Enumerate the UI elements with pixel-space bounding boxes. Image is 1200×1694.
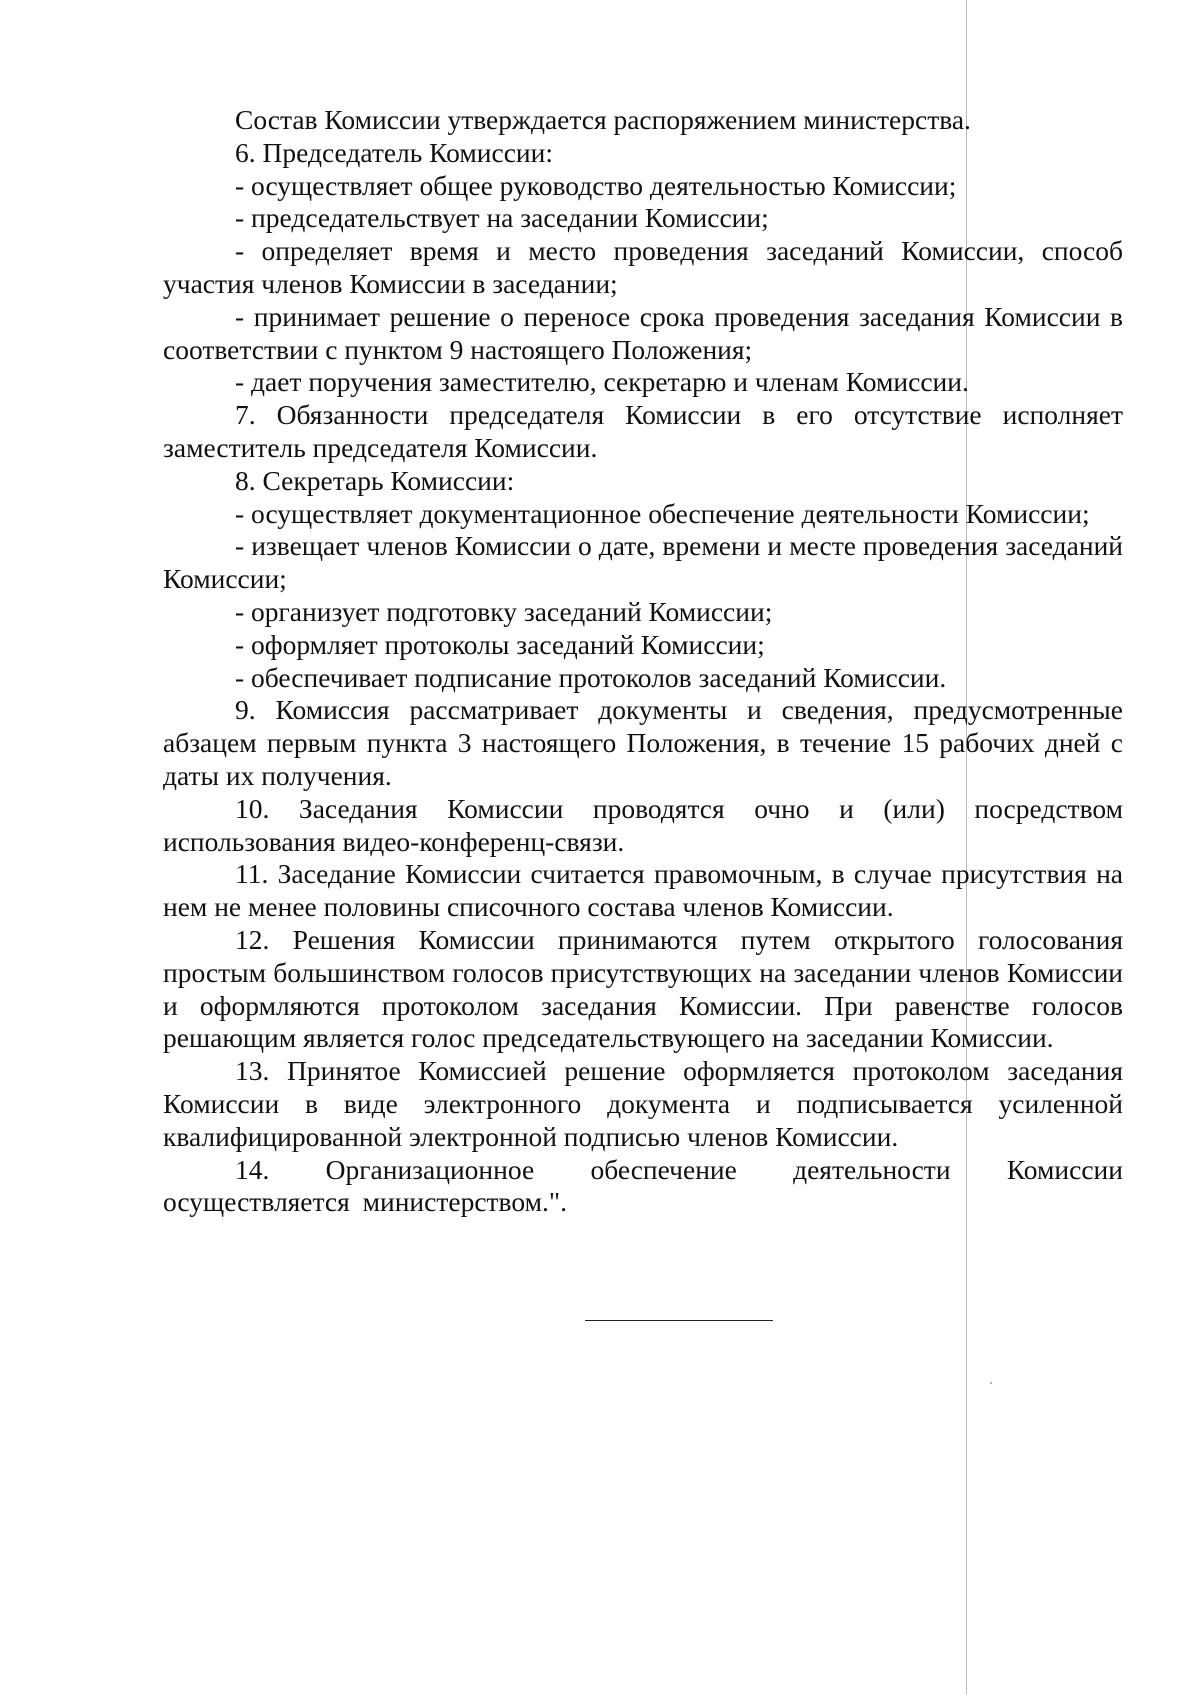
closing-rule <box>585 1320 773 1321</box>
paragraph: - определяет время и место проведения заседаний Комиссии, способ участия членов Комиссии в заседании; <box>163 235 1123 299</box>
paragraph: - организует подготовку заседаний Комиссии; <box>235 595 773 627</box>
paragraph: Состав Комиссии утверждается распоряжением министерства. <box>235 104 971 135</box>
paragraph: 13. Принятое Комиссией решение оформляется протоколом заседания Комиссии в виде электронного документа и подписывается усиленной квалифицированной электронной подписью членов Комиссии. <box>163 1055 1123 1152</box>
document-body <box>163 104 1123 1219</box>
paragraph: - осуществляет документационное обеспечение деятельности Комиссии; <box>235 497 1090 529</box>
paragraph: 9. Комиссия рассматривает документы и сведения, предусмотренные абзацем первым пункта 3 настоящего Положения, в течение 15 рабочих дней с даты их получения. <box>163 694 1123 791</box>
paragraph: 7. Обязанности председателя Комиссии в его отсутствие исполняет заместитель председателя Комиссии. <box>163 399 1123 463</box>
paragraph: 6. Председатель Комиссии: <box>235 136 553 168</box>
paragraph: - осуществляет общее руководство деятельностью Комиссии; <box>235 169 957 201</box>
paragraph: 14. Организационное обеспечение деятельности Комиссии осуществляется министерством.". <box>163 1153 1123 1218</box>
paragraph: 10. Заседания Комиссии проводятся очно и (или) посредством использования видео-конференц-связи. <box>163 792 1123 857</box>
paragraph: - извещает членов Комиссии о дате, времени и месте проведения заседаний Комиссии; <box>163 530 1123 595</box>
paragraph: 8. Секретарь Комиссии: <box>235 464 515 496</box>
paragraph: - оформляет протоколы заседаний Комиссии; <box>235 628 765 660</box>
paragraph: - дает поручения заместителю, секретарю и членам Комиссии. <box>235 366 969 398</box>
paragraph: - председательствует на заседании Комиссии; <box>235 202 769 234</box>
paragraph: 12. Решения Комиссии принимаются путем открытого голосования простым большинством голосов присутствующих на заседании членов Комиссии и оформляются протоколом заседания Комиссии. При равенстве голосов решающим является голос председательствующего на заседании Комиссии. <box>163 923 1123 1054</box>
paragraph: - обеспечивает подписание протоколов заседаний Комиссии. <box>235 661 947 693</box>
paragraph: 11. Заседание Комиссии считается правомочным, в случае присутствия на нем не менее половины списочного состава членов Комиссии. <box>163 858 1123 923</box>
scan-speck <box>990 1382 992 1384</box>
paragraph: - принимает решение о переносе срока проведения заседания Комиссии в соответствии с пунктом 9 настоящего Положения; <box>163 300 1123 365</box>
